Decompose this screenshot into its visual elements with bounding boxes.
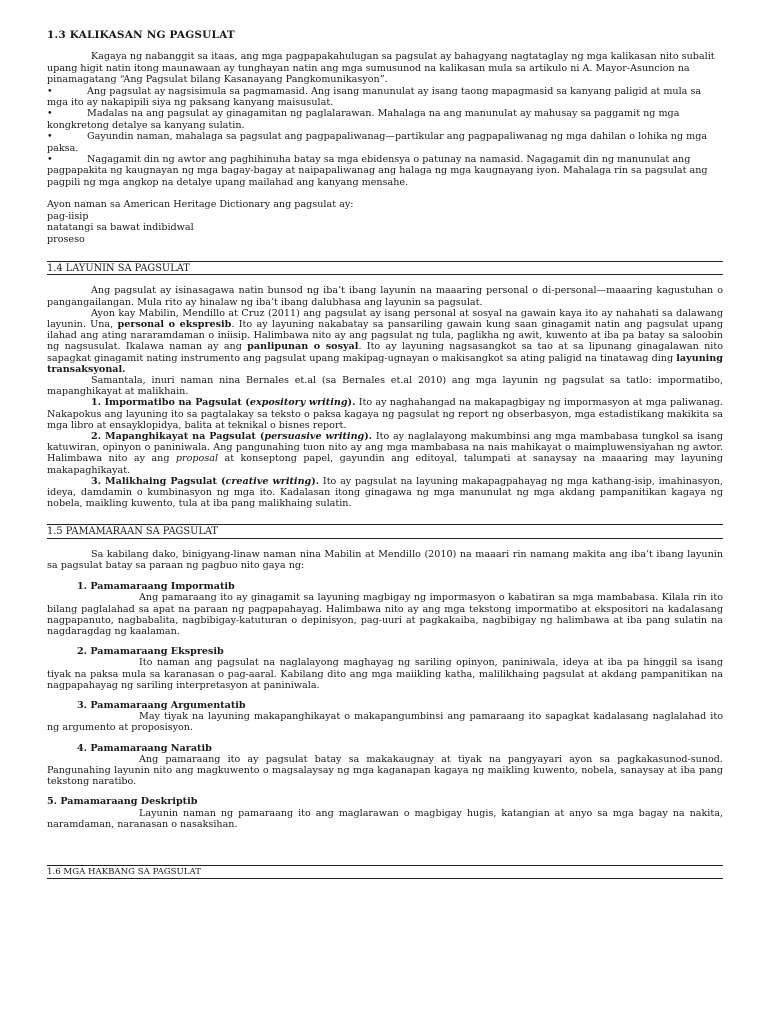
- bullet-text: Ang pagsulat ay nagsisimula sa pagmamasid. Ang isang manunulat ay isang taong mapagmasid sa kanyang paligid at mula sa mga ito ay nakapipili siya ng paksang kanyang maisusulat.: [47, 85, 702, 109]
- method-heading: 5. Pamamaraang Deskriptib: [47, 796, 198, 808]
- document-page: [47, 30, 723, 889]
- paragraph: Samantala, inuri naman nina Bernales et.al (sa Bernales et.al 2010) ang mga layunin ng pagsulat sa tatlo: impormatibo, mapanghikayat at malikhain.: [47, 374, 723, 398]
- method-block: [47, 700, 723, 734]
- bullet-glyph: •: [47, 131, 53, 143]
- bullet-item: [47, 108, 723, 131]
- ahd-item: natatangi sa bawat indibidwal: [47, 222, 194, 234]
- bullet-item: [47, 131, 723, 154]
- methods-list: [47, 581, 723, 830]
- list-item: 1. Impormatibo na Pagsulat (expository writing). Ito ay naghahangad na makapagbigay ng impormasyon at mga paliwanag. Nakapokus ang layuning ito sa pagtalakay sa teksto o paksa kagaya ng pagsulat ng report ng obserbasyon, mga estadistikang makikita sa mga libro at ensayklopidya, balita at teknikal o bisnes report.: [47, 397, 723, 431]
- bullet-glyph: •: [47, 85, 53, 97]
- section-title-1-6: 1.6 MGA HAKBANG SA PAGSULAT: [47, 866, 723, 879]
- bullet-item: [47, 154, 723, 188]
- method-body: Layunin naman ng pamaraang ito ang maglarawan o magbigay hugis, katangian at anyo sa mga bagay na nakita, naramdaman, naranasan o nasaksihan.: [47, 807, 723, 830]
- section-title-1-3: 1.3 KALIKASAN NG PAGSULAT: [47, 29, 235, 41]
- list-item: 2. Mapanghikayat na Pagsulat (persuasive writing). Ito ay naglalayong makumbinsi ang mga mambabasa tungkol sa isang katuwiran, opinyon o paniniwala. Ang pangunahing tuon nito ay ang mga mambabasa na nais mahikayat o maimpluwensiyahan ng awtor. Halimbawa nito ay ang proposal at konseptong papel, gayundin ang editoyal, talumpati at sanaysay na maaaring may layuning makapaghikayat.: [47, 430, 723, 476]
- method-body: Ito naman ang pagsulat na naglalayong maghayag ng sariling opinyon, paniniwala, ideya at iba pa hinggil sa isang tiyak na paksa mula sa karanasan o pag-aaral. Kabilang dito ang mga maiikling katha, malilikhaing pagsulat at akdang pampanitikan na nagpapahayag ng sariling interpretasyon at paniniwala.: [47, 657, 723, 691]
- method-heading: 4. Pamamaraang Naratib: [77, 742, 212, 754]
- ahd-item: pag-iisip: [47, 210, 89, 222]
- paragraph: Ang pagsulat ay isinasagawa natin bunsod ng iba’t ibang layunin na maaaring personal o di-personal—maaaring kagustuhan o pangangailangan. Mula rito ay hinalaw ng iba’t ibang dalubhasa ang layunin sa pagsulat.: [47, 285, 723, 308]
- bullet-list: [47, 86, 723, 189]
- bullet-glyph: •: [47, 108, 53, 120]
- method-body: Ang pamaraang ito ay pagsulat batay sa makakaugnay at tiyak na pangyayari ayon sa pagkakasunod-sunod. Pangunahing layunin nito ang magkuwento o magsalaysay ng mga kaganapan kagaya ng maikling kuwento, nobela, sanaysay at iba pang tekstong naratibo.: [47, 753, 723, 788]
- method-heading: 1. Pamamaraang Impormatib: [77, 581, 235, 593]
- section-title-1-5: 1.5 PAMAMARAAN SA PAGSULAT: [47, 525, 723, 538]
- section-title-1-4: 1.4 LAYUNIN SA PAGSULAT: [47, 262, 723, 275]
- paragraph: Ayon naman sa American Heritage Dictionary ang pagsulat ay:: [47, 199, 354, 211]
- ahd-list: [47, 211, 723, 245]
- method-block: [47, 581, 723, 637]
- bullet-text: Gayundin naman, mahalaga sa pagsulat ang pagpapaliwanag—partikular ang pagpapaliwanag ng mga dahilan o lohika ng mga paksa.: [47, 131, 708, 154]
- bullet-glyph: •: [47, 154, 53, 166]
- method-block: [47, 796, 723, 830]
- method-block: [47, 743, 723, 788]
- ahd-item: proseso: [47, 233, 85, 245]
- bullet-text: Nagagamit din ng awtor ang paghihinuha batay sa mga ebidensya o patunay na namasid. Nagagamit din ng manunulat ang pagpapakita ng kaugnayan ng mga bagay-bagay at naipapaliwanag ang halaga ng mga kaugnayang iyon. Mahalaga rin sa pagsulat ang pagpili ng mga angkop na detalye upang mailahad ang kanyang mensahe.: [47, 154, 708, 188]
- bullet-item: [47, 86, 723, 109]
- paragraph: Kagaya ng nabanggit sa itaas, ang mga pagpapakahulugan sa pagsulat ay bahagyang nagtataglay ng mga kalikasan nito subalit upang higit natin itong maunawaan ay tunghayan natin ang mga sumusunod na kalikasan mula sa artikulo ni A. Mayor-Asuncion na pinamagatang “Ang Pagsulat bilang Kasanayang Pangkomunikasyon”.: [47, 51, 715, 86]
- paragraph: Ayon kay Mabilin, Mendillo at Cruz (2011) ang pagsulat ay isang personal at sosyal na gawain kaya ito ay nahahati sa dalawang layunin. Una, personal o ekspresib. Ito ay layuning nakabatay sa pansariling gawain kung saan ginagamit natin ang pagsulat upang ilahad ang ating nararamdaman o iniisip. Halimbawa nito ay ang pagsulat ng tula, paglikha ng awit, kuwento at iba pa batay sa saloobin ng nagsusulat. Ikalawa naman ay ang panlipunan o sosyal. Ito ay layuning nagsasangkot sa tao at sa lipunang ginagalawan nito sapagkat ginagamit nating instrumento ang pagsulat upang makipag-ugnayan o makisangkot sa ating paligid na tinatawag ding layuning transaksyonal.: [47, 307, 724, 375]
- bullet-text: Madalas na ang pagsulat ay ginagamitan ng paglalarawan. Mahalaga na ang manunulat ay mahusay sa paggamit ng mga kongkretong detalye sa kanyang sulatin.: [47, 108, 680, 131]
- list-item: 3. Malikhaing Pagsulat (creative writing). Ito ay pagsulat na layuning makapagpahayag ng mga kathang-isip, imahinasyon, ideya, damdamin o kumbinasyon ng mga ito. Kadalasan itong ginagawa ng mga manunulat ng mga akdang pampanitikan kagaya ng nobela, maikling kuwento, tula at iba pang malikhaing sulatin.: [47, 475, 723, 510]
- method-heading: 3. Pamamaraang Argumentatib: [77, 700, 246, 712]
- method-heading: 2. Pamamaraang Ekspresib: [77, 646, 224, 658]
- method-block: [47, 646, 723, 691]
- method-body: Ang pamaraang ito ay ginagamit sa layuning magbigay ng impormasyon o kabatiran sa mga mambabasa. Kilala rin ito bilang paglalahad sa apat na paraan ng pagpapahayag. Halimbawa nito ay ang mga tekstong impormatibo at ekspositori na kadalasang nagpapanuto, nagbabalita, nagbibigay-katuturan o depinisyon, pag-uuri at pagkakaiba, nagbibigay ng halimbawa at iba pang sulatin na nagdaragdag ng kaalaman.: [47, 592, 723, 637]
- method-body: May tiyak na layuning makapanghikayat o makapangumbinsi ang pamaraang ito sapagkat kadalasang naglalahad ito ng argumento at proposisyon.: [47, 711, 723, 734]
- paragraph: Sa kabilang dako, binigyang-linaw naman nina Mabilin at Mendillo (2010) na maaari rin namang makita ang iba’t ibang layunin sa pagsulat batay sa paraan ng pagbuo nito gaya ng:: [47, 548, 723, 571]
